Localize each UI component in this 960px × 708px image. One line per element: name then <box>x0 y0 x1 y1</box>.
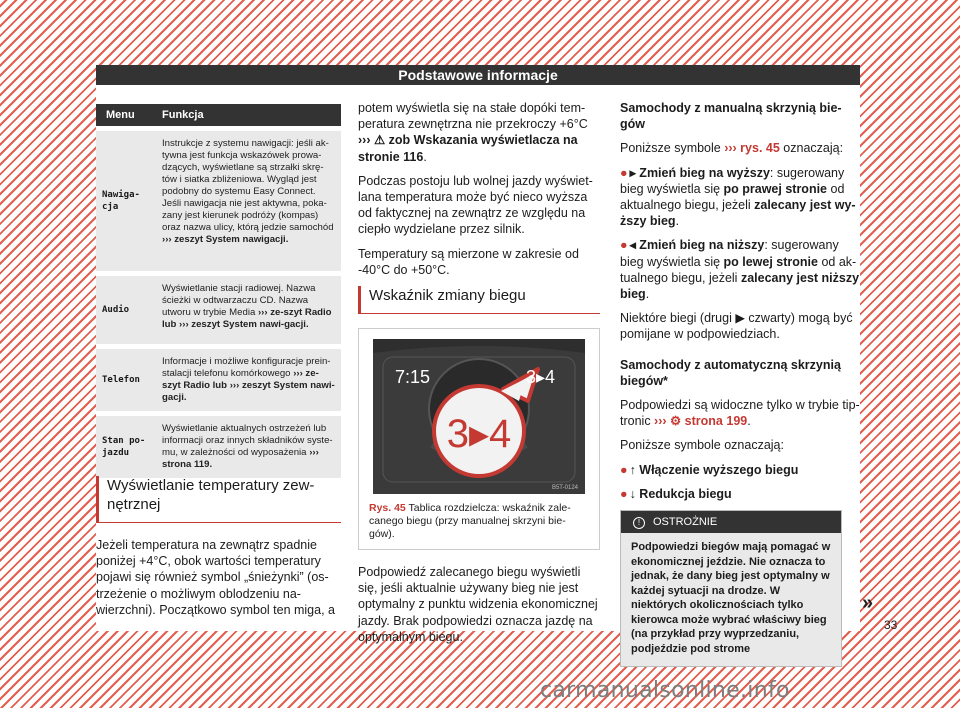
function-text: Informacje i możliwe konfiguracje prein-stalacji telefonu komórkowego <box>162 356 331 379</box>
warning-cross-reference-link[interactable]: ››› ⚠ zob Wskazania wyświetlacza na stronie 116 <box>358 133 578 164</box>
paragraph: Podpowiedź zalecanego biegu wyświetli się, jeśli aktualnie używany bieg nie jest optymalny z punktu widzenia ekonomicznej jazdy. Brak podpowiedzi oznacza jazdę na optymalnym biegu. <box>358 565 598 644</box>
paragraph: Niektóre biegi (drugi ▶ czwarty) mogą być pomijane w podpowiedziach. <box>620 311 853 342</box>
list-item <box>620 165 860 230</box>
bullet-icon: ● <box>620 486 628 501</box>
function-cell <box>152 276 341 344</box>
figure-reference-link[interactable]: ››› rys. 45 <box>724 141 780 156</box>
paragraph: Podczas postoju lub wolnej jazdy wyświet-lana temperatura może być nieco wyższa od faktycznej na zewnątrz ze względu na ciepło wydzielane przez silnik. <box>358 173 593 237</box>
clock-readout: 7:15 <box>395 367 431 388</box>
text: : sugerowany bieg wyświetla się <box>620 238 839 269</box>
caption-text: Tablica rozdzielcza: wskaźnik zale-canego biegu (przy manualnej skrzyni bie-gów). <box>369 502 571 541</box>
menu-cell: Stan po- jazdu <box>102 436 146 458</box>
cross-reference-link[interactable]: ››› zeszyt System nawigacji. <box>162 234 289 245</box>
caution-text: Podpowiedzi biegów mają pomagać w ekonomicznej jeździe. Nie oznacza to jednak, że dany bieg jest optymalny w każdej sytuacji na drodze. W niektórych okolicznościach tylko kierowca może wybrać właściwy bieg (na przykład przy wyprzedzaniu, podjeździe pod strome <box>621 533 841 666</box>
cross-reference-link[interactable]: ››› ze-szyt Radio lub ››› zeszyt System nawi-gacji. <box>162 368 335 403</box>
cross-reference-link[interactable]: ››› strona 119. <box>162 447 319 470</box>
table-row <box>96 349 341 411</box>
column-2 <box>358 100 600 653</box>
figure-caption <box>359 494 599 549</box>
text: po prawej stronie <box>723 181 828 196</box>
text: potem wyświetla się na stałe dopóki tem-peratura zewnętrzna nie przekroczy +6°C <box>358 101 588 132</box>
text: ↓ Redukcja biegu <box>629 486 732 501</box>
table-row <box>96 276 341 344</box>
text: zalecany jest niższy bieg <box>620 270 860 302</box>
text: ◂ Zmień bieg na niższy <box>629 238 765 253</box>
section-heading-temperature: Wyświetlanie temperatury zew-nętrznej <box>96 476 341 523</box>
table-header <box>96 104 341 126</box>
watermark: carmanualsonline.info <box>540 678 790 703</box>
table-row <box>96 131 341 271</box>
column-3 <box>620 100 860 667</box>
page-reference-link[interactable]: ››› ⚙ strona 199 <box>654 414 748 429</box>
text: . <box>423 149 427 164</box>
gear-hint-large: 3▸4 <box>446 412 512 457</box>
text: po lewej stronie <box>723 254 818 269</box>
function-cell <box>152 131 341 271</box>
paragraph: Poniższe symbole oznaczają: <box>620 438 784 453</box>
figure-gear-indicator <box>358 328 600 550</box>
figure-label: Rys. 45 <box>369 502 406 515</box>
text: ↑ Włączenie wyższego biegu <box>629 462 799 477</box>
paragraph <box>358 100 600 165</box>
caution-header <box>621 511 841 533</box>
list-item <box>620 237 860 302</box>
text: : sugerowany bieg wyświetla się <box>620 165 845 196</box>
cluster-illustration <box>373 339 585 494</box>
subheading-automatic: Samochody z automatyczną skrzynią biegów* <box>620 357 841 388</box>
subheading-manual: Samochody z manualną skrzynią bie-gów <box>620 101 842 132</box>
instrument-cluster-image <box>373 339 585 494</box>
menu-cell: Telefon <box>102 375 140 385</box>
column-header-menu: Menu <box>106 109 135 121</box>
caution-title: OSTROŻNIE <box>653 516 718 529</box>
page-header: Podstawowe informacje <box>96 65 860 85</box>
menu-cell: Audio <box>102 305 130 315</box>
temperature-paragraph: Jeżeli temperatura na zewnątrz spadnie poniżej +4°C, obok wartości temperatury pojawi się również symbol „śnieżynki” (os-trzeżenie o możliwym oblodzeniu na-wierzchni). Początkowo symbol ten miga, a <box>96 538 335 617</box>
text: od ak-tualnego biegu, jeżeli <box>620 254 857 285</box>
menu-cell: Nawiga- cja <box>102 190 140 212</box>
text: zalecany jest wy-ższy bieg <box>620 198 856 229</box>
continue-arrow-icon: » <box>862 592 874 614</box>
text: Podpowiedzi są widoczne tylko w trybie tip-tronic <box>620 398 860 429</box>
function-text: Wyświetlanie aktualnych ostrzeżeń lub informacji oraz innych składników syste-mu, w zależności od wyposażenia <box>162 423 333 458</box>
function-text: Instrukcje z systemu nawigacji: jeśli ak-tywna jest funkcja wskazówek prowa-dzących, wyświetlane są strzałki skrę-tów i siatka zbliżeniowa. Wygląd jest podobny do systemu Easy Connect. Jeśli nawigacja nie jest aktywna, poka-zany jest kierunek podróży (kompas) oraz nazwa ulicy, którą jedzie samochód <box>162 138 334 233</box>
function-text: Wyświetlanie stacji radiowej. Nazwa ścieżki w odtwarzaczu CD. Nazwa utworu w trybie Media <box>162 283 316 318</box>
bullet-icon: ● <box>620 238 628 253</box>
caution-box <box>620 510 842 667</box>
paragraph <box>620 397 860 429</box>
bullet-icon: ● <box>620 165 628 180</box>
text: Poniższe symbole <box>620 141 725 156</box>
text: . <box>747 414 751 429</box>
caution-icon: ! <box>633 517 645 529</box>
text: . <box>675 214 680 229</box>
page-number: 33 <box>884 618 898 632</box>
list-item <box>620 486 860 502</box>
column-1 <box>96 466 341 626</box>
section-heading-gear-indicator: Wskaźnik zmiany biegu <box>358 286 600 314</box>
bullet-icon: ● <box>620 462 628 477</box>
list-item <box>620 462 860 478</box>
function-cell <box>152 349 341 411</box>
figure-code: B5T-0124 <box>551 485 578 492</box>
column-header-funkcja: Funkcja <box>162 109 204 121</box>
text: oznaczają: <box>779 141 844 156</box>
menu-table <box>96 104 341 478</box>
paragraph: Temperatury są mierzone w zakresie od -40°C do +50°C. <box>358 246 579 277</box>
cross-reference-link[interactable]: ››› ze-szyt Radio lub ››› zeszyt System nawi-gacji. <box>162 307 332 330</box>
text: . <box>645 287 650 302</box>
text: od aktualnego biegu, jeżeli <box>620 181 845 213</box>
text: ▸ Zmień bieg na wyższy <box>629 165 770 180</box>
paragraph <box>620 140 860 156</box>
gear-hint-small: 3▸4 <box>526 367 556 388</box>
